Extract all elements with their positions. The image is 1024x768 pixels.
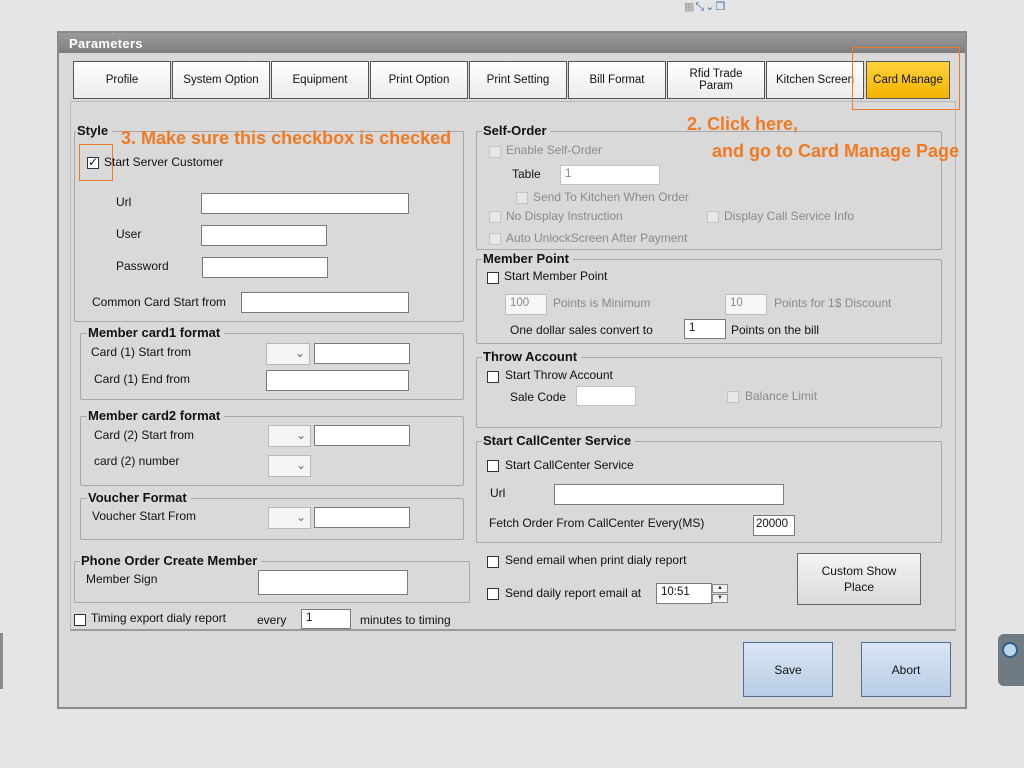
side-widget[interactable] <box>998 634 1024 686</box>
tab-print-option[interactable]: Print Option <box>370 61 468 99</box>
tab-card-manage[interactable]: Card Manage <box>866 61 950 99</box>
voucher-legend: Voucher Format <box>87 490 191 505</box>
tab-equipment[interactable]: Equipment <box>271 61 369 99</box>
start-server-customer-checkbox[interactable] <box>87 157 99 169</box>
custom-show-place-button[interactable] <box>797 553 921 605</box>
parameters-window <box>57 31 967 709</box>
no-display-instruction-label: No Display Instruction <box>506 209 623 223</box>
url-label: Url <box>116 195 132 209</box>
chevron-down-icon: ⌄ <box>294 346 305 360</box>
chevron-down-icon[interactable]: ⌄ <box>705 1 716 13</box>
start-callcenter-checkbox[interactable] <box>487 460 499 472</box>
card2-number-label: card (2) number <box>94 454 180 468</box>
start-throw-account-checkbox[interactable] <box>487 371 499 383</box>
card2-start-input[interactable] <box>314 425 410 446</box>
card1-start-input[interactable] <box>314 343 410 364</box>
display-call-service-label: Display Call Service Info <box>724 209 855 223</box>
password-input[interactable] <box>202 257 328 278</box>
card1-start-combo[interactable] <box>266 343 310 365</box>
remote-support-icon <box>1002 642 1018 658</box>
window-title: Parameters <box>69 36 143 51</box>
chevron-down-icon: ⌄ <box>295 458 306 472</box>
password-label: Password <box>116 259 169 273</box>
member-sign-input[interactable] <box>258 570 408 595</box>
enable-self-order-checkbox[interactable] <box>489 146 501 158</box>
tab-bill-format[interactable]: Bill Format <box>568 61 666 99</box>
phone-order-legend: Phone Order Create Member <box>80 553 261 568</box>
start-server-customer-label: Start Server Customer <box>104 155 224 169</box>
common-card-label: Common Card Start from <box>92 295 227 309</box>
send-to-kitchen-checkbox[interactable] <box>516 192 528 204</box>
points-discount-label: Points for 1$ Discount <box>774 296 892 310</box>
style-legend: Style <box>76 123 112 138</box>
points-discount-input[interactable]: 10 <box>725 294 767 315</box>
timing-minutes-input[interactable]: 1 <box>301 609 351 629</box>
title-bar <box>59 33 965 53</box>
card2-number-combo[interactable] <box>268 455 311 477</box>
fetch-order-label: Fetch Order From CallCenter Every(MS) <box>489 516 705 530</box>
member-sign-label: Member Sign <box>86 572 158 586</box>
common-card-input[interactable] <box>241 292 409 313</box>
send-to-kitchen-label: Send To Kitchen When Order <box>533 190 689 204</box>
save-button[interactable]: Save <box>743 642 833 697</box>
voucher-start-combo[interactable] <box>268 507 311 529</box>
minutes-to-timing-label: minutes to timing <box>360 613 451 627</box>
start-throw-account-label: Start Throw Account <box>505 368 613 382</box>
url-input[interactable] <box>201 193 409 214</box>
no-display-instruction-checkbox[interactable] <box>489 211 501 223</box>
grid-icon[interactable]: ▦ <box>684 1 696 13</box>
step2-annotation-line1: 2. Click here, <box>687 114 799 134</box>
auto-unlock-checkbox[interactable] <box>489 233 501 245</box>
member-card1-legend: Member card1 format <box>87 325 224 340</box>
chevron-down-icon: ⌄ <box>295 428 306 442</box>
points-minimum-label: Points is Minimum <box>553 296 651 310</box>
left-edge-handle <box>0 633 3 689</box>
voucher-start-input[interactable] <box>314 507 410 528</box>
start-callcenter-label: Start CallCenter Service <box>505 458 634 472</box>
step3-annotation: 3. Make sure this checkbox is checked <box>121 128 452 148</box>
convert-label: One dollar sales convert to <box>510 323 653 337</box>
custom-show-place-label: Custom Show Place <box>821 564 897 594</box>
card1-end-label: Card (1) End from <box>94 372 191 386</box>
display-call-service-checkbox[interactable] <box>707 211 719 223</box>
self-order-legend: Self-Order <box>482 123 551 138</box>
table-input[interactable]: 1 <box>560 165 660 185</box>
timing-export-label: Timing export dialy report <box>91 611 226 625</box>
fetch-order-input[interactable]: 20000 <box>753 515 795 536</box>
report-time-input[interactable]: 10:51 <box>656 583 712 604</box>
tab-kitchen-screen[interactable]: Kitchen Screen <box>766 61 864 99</box>
balance-limit-label: Balance Limit <box>745 389 818 403</box>
enable-self-order-label: Enable Self-Order <box>506 143 603 157</box>
user-input[interactable] <box>201 225 327 246</box>
window-icon[interactable]: ❐ <box>715 1 727 13</box>
expand-icon[interactable]: ⤡ <box>695 1 706 13</box>
chevron-down-icon: ⌄ <box>295 510 306 524</box>
tab-print-setting[interactable]: Print Setting <box>469 61 567 99</box>
step2-annotation-line2: and go to Card Manage Page <box>712 141 960 161</box>
send-email-label: Send email when print dialy report <box>505 553 687 567</box>
points-on-bill-label: Points on the bill <box>731 323 820 337</box>
start-member-point-checkbox[interactable] <box>487 272 499 284</box>
time-down-arrow-icon[interactable]: ▼ <box>712 594 728 603</box>
member-card2-legend: Member card2 format <box>87 408 224 423</box>
card2-start-label: Card (2) Start from <box>94 428 195 442</box>
auto-unlock-label: Auto UnlockScreen After Payment <box>506 231 688 245</box>
card2-start-combo[interactable] <box>268 425 311 447</box>
send-daily-report-checkbox[interactable] <box>487 588 499 600</box>
send-daily-report-label: Send daily report email at <box>505 586 642 600</box>
callcenter-url-label: Url <box>490 486 506 500</box>
tab-system-option[interactable]: System Option <box>172 61 270 99</box>
card1-end-input[interactable] <box>266 370 409 391</box>
timing-export-checkbox[interactable] <box>74 614 86 626</box>
table-label: Table <box>512 167 541 181</box>
sale-code-label: Sale Code <box>510 390 567 404</box>
user-label: User <box>116 227 142 241</box>
callcenter-legend: Start CallCenter Service <box>482 433 635 448</box>
balance-limit-checkbox[interactable] <box>727 391 739 403</box>
voucher-start-label: Voucher Start From <box>92 509 197 523</box>
time-up-arrow-icon[interactable]: ▲ <box>712 584 728 593</box>
abort-button[interactable]: Abort <box>861 642 951 697</box>
every-label: every <box>257 613 287 627</box>
start-member-point-label: Start Member Point <box>504 269 608 283</box>
send-email-checkbox[interactable] <box>487 556 499 568</box>
sale-code-input[interactable] <box>576 386 636 406</box>
convert-input[interactable]: 1 <box>684 319 726 339</box>
member-point-legend: Member Point <box>482 251 573 266</box>
tab-rfid-trade-param[interactable]: Rfid Trade Param <box>667 61 765 99</box>
top-toolbar <box>684 0 740 14</box>
tab-profile[interactable]: Profile <box>73 61 171 99</box>
card1-start-label: Card (1) Start from <box>91 345 192 359</box>
callcenter-url-input[interactable] <box>554 484 784 505</box>
points-minimum-input[interactable]: 100 <box>505 294 547 315</box>
throw-account-legend: Throw Account <box>482 349 581 364</box>
